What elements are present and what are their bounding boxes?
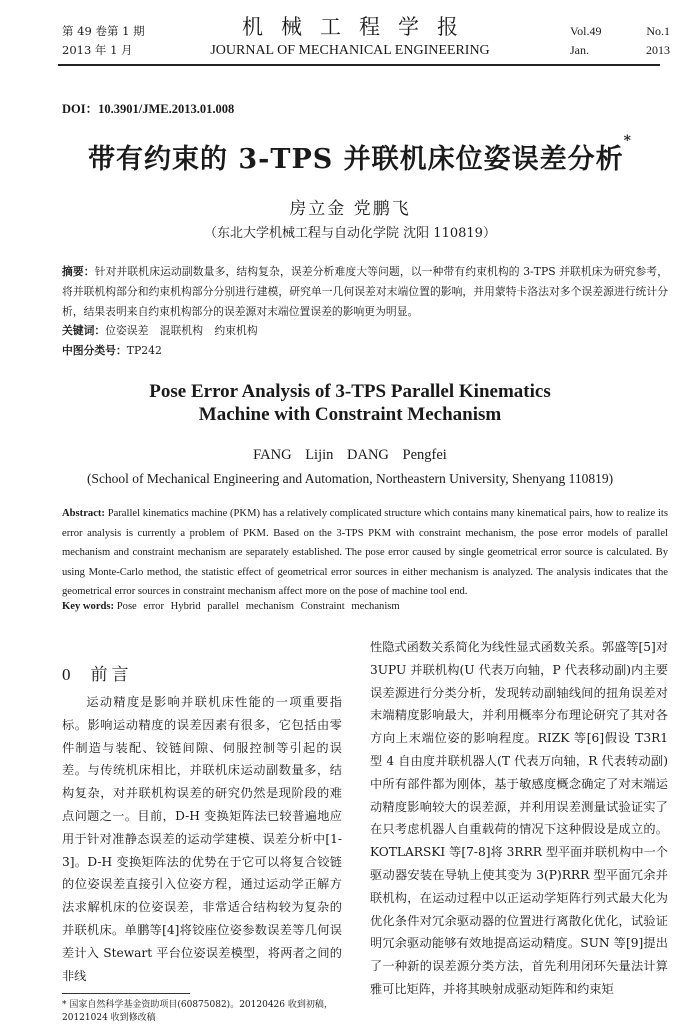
classification-cn (62, 343, 162, 358)
classification-label: 中图分类号： (62, 344, 127, 357)
year-en: 2013 (646, 43, 670, 57)
body-right-text: 性隐式函数关系简化为线性显式函数关系。郭盛等[5]对 3UPU 并联机构(U 代表万向轴，P 代表移动副)内主要误差源进行分类分析，发现转动副轴线间的扭角误差对末端精度影响最大，并利用概率分布理论研究了其对各方向上末端位姿的影响程度。RIZK 等[6]假设 T3R1 型 4 自由度并联机器人(T 代表万向轴，R 代表转动副)中所有部件都为刚体，基于敏感度概念确定了对末端运动精度影响较大的误差源，并利用误差测量试验证实了在只考虑机器人自重载荷的情况下这种假设是成立的。KOTLARSKI 等[7-8]将 3RRR 型平面并联机构中一个驱动器安装在导轨上使其变为 3(P)RRR 型平面冗余并联机构，在运动过程中以正运动学矩阵行列式最大化为优化条件对冗余驱动器的位置进行离散化优化，试验证明冗余驱动能够有效地提高运动精度。SUN 等[9]提出了一种新的误差源分类方法，首先利用闭环矢量法计算雅可比矩阵，并将其映射成驱动矩阵和约束矩 (370, 640, 668, 996)
journal-issue-en (570, 22, 670, 60)
abstract-cn-label: 摘要： (62, 265, 95, 278)
month-en: Jan. (570, 43, 589, 57)
keywords-en-label: Key words: (62, 601, 115, 612)
journal-name-cn: 机械工程学报 (242, 15, 476, 39)
keywords-en-text: Pose error Hybrid parallel mechanism Constraint mechanism (116, 601, 400, 612)
section-number: 0 (62, 665, 71, 684)
abstract-en-label: Abstract: (62, 508, 105, 519)
number-en: No.1 (646, 24, 670, 38)
title-cn-text: 带有约束的 3-TPS 并联机床位姿误差分析 (87, 144, 624, 175)
doi: DOI：10.3901/JME.2013.01.008 (62, 102, 235, 116)
keywords-cn-label: 关键词： (62, 324, 106, 337)
authors-cn: 房立金 党鹏飞 (289, 199, 411, 219)
paper-title-cn (40, 133, 680, 176)
body-column-left (62, 691, 342, 987)
title-footnote-mark: * (623, 133, 632, 149)
date-cn: 2013 年 1 月 (62, 43, 133, 57)
volume-en: Vol.49 (570, 24, 602, 38)
paper-title-en (0, 380, 700, 426)
footnote-divider (62, 993, 190, 994)
section-heading (62, 660, 133, 685)
abstract-cn (62, 262, 668, 322)
body-column-right (370, 636, 668, 1001)
keywords-en (62, 601, 400, 612)
title-en-line1: Pose Error Analysis of 3-TPS Parallel Kinematics (149, 381, 551, 402)
body-left-text: 运动精度是影响并联机床性能的一项重要指标。影响运动精度的误差因素有很多，它包括由零件制造与装配、铰链间隙、伺服控制等引起的误差。与传统机床相比，并联机床运动副数量多，结构复杂，对并联机构误差的研究仍然是现阶段的难点问题之一。目前，D-H 变换矩阵法已较普遍地应用于针对准静态误差的运动学建模、误差分析中[1-3]。D-H 变换矩阵法的优势在于它可以将复合铰链的位姿误差直接引入位姿方程，通过运动学正解方法求解机床的位姿误差，非常适合结构较为复杂的并联机床。单鹏等[4]将铰座位姿参数误差等几何误差计入 Stewart 平台位姿误差模型，将两者之间的非线 (62, 695, 342, 983)
section-title: 前言 (90, 665, 133, 685)
keywords-cn-text: 位姿误差 混联机构 约束机构 (105, 324, 258, 337)
journal-issue-cn (62, 22, 145, 60)
abstract-en-text: Parallel kinematics machine (PKM) has a relatively complicated structure which contains many kinematical pairs, how to realize its error analysis is currently a problem of PKM. Based on the 3-TPS PKM with constraint mechanism, the pose error models of parallel mechanism and constraint mechanism are separately established. The pose error caused by single geometrical error source is calculated. By using Monte-Carlo method, the statistic effect of geometrical error sources in either mechanism is analyzed. The analysis indicates that the geometrical error sources in constraint mechanism affect more on the pose of machine tool end. (62, 508, 668, 598)
abstract-cn-text: 针对并联机床运动副数量多，结构复杂，误差分析难度大等问题，以一种带有约束机构的 3-TPS 并联机床为研究参考，将并联机构部分和约束机构部分分别进行建模，研究单一几何误差对末端位置的影响，并用蒙特卡洛法对多个误差源进行统计分析，结果表明来自约束机构部分的误差源对末端位置误差的影响更为明显。 (62, 265, 669, 318)
affiliation-cn: （东北大学机械工程与自动化学院 沈阳 110819） (204, 226, 496, 241)
header-divider (58, 64, 660, 66)
journal-name-en: JOURNAL OF MECHANICAL ENGINEERING (210, 43, 490, 58)
volume-cn: 第 49 卷第 1 期 (62, 24, 145, 38)
abstract-en (62, 504, 668, 602)
funding-footnote: * 国家自然科学基金资助项目(60875082)。20120426 收到初稿，20121024 收到修改稿 (62, 1000, 333, 1023)
authors-en: FANG Lijin DANG Pengfei (253, 447, 447, 463)
journal-masthead (200, 14, 500, 60)
classification-code: TP242 (126, 344, 162, 357)
title-en-line2: Machine with Constraint Mechanism (198, 404, 502, 425)
keywords-cn (62, 323, 258, 338)
affiliation-en: (School of Mechanical Engineering and Automation, Northeastern University, Shenyang 110819) (86, 471, 614, 486)
